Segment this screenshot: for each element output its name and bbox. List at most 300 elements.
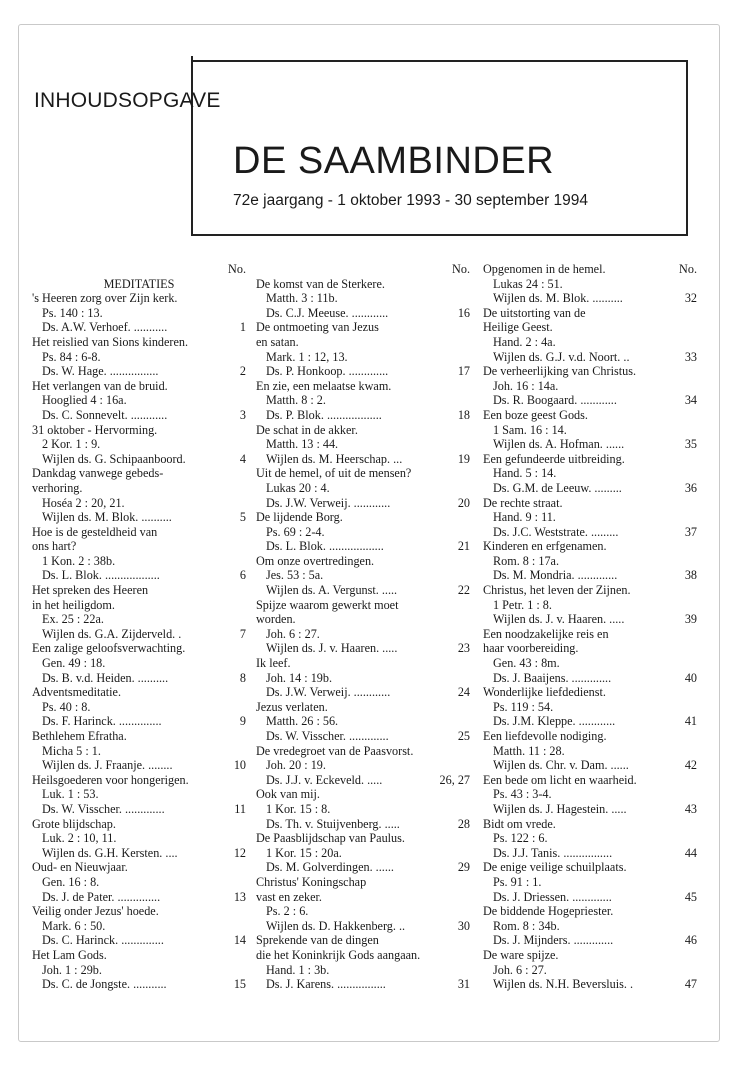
entry-text: Uit de hemel, of uit de mensen? bbox=[256, 466, 412, 481]
toc-entry-reference bbox=[483, 831, 697, 846]
entry-text: Wijlen ds. A. Vergunst. ..... bbox=[266, 583, 398, 598]
toc-entry-title bbox=[483, 583, 697, 598]
toc-entry-title bbox=[483, 860, 697, 875]
toc-entry-reference bbox=[256, 481, 470, 496]
issue-number: 25 bbox=[457, 729, 470, 743]
entry-text: Christus, het leven der Zijnen. bbox=[483, 583, 631, 598]
entry-text: Ps. 84 : 6-8. bbox=[42, 349, 101, 364]
entry-text: De verheerlijking van Christus. bbox=[483, 364, 636, 379]
toc-entry-author-line bbox=[256, 408, 470, 423]
toc-entry-author-line bbox=[256, 919, 470, 934]
toc-entry-title bbox=[32, 904, 246, 919]
toc-entry-title bbox=[256, 277, 470, 292]
toc-entry-author-line bbox=[483, 525, 697, 540]
toc-entry-reference bbox=[483, 700, 697, 715]
toc-entry-reference bbox=[256, 437, 470, 452]
entry-text: Wijlen ds. D. Hakkenberg. .. bbox=[266, 918, 406, 933]
issue-number: 20 bbox=[457, 495, 470, 510]
issue-number: 31 bbox=[457, 977, 470, 992]
issue-number: 44 bbox=[684, 845, 697, 860]
toc-entry-author-line bbox=[483, 393, 697, 408]
toc-entry-reference bbox=[256, 758, 470, 773]
toc-entry-author-line bbox=[483, 933, 697, 948]
entry-text: Lukas 24 : 51. bbox=[493, 276, 563, 291]
toc-entry-title bbox=[32, 423, 246, 438]
entry-text: Wijlen ds. J. Fraanje. ........ bbox=[42, 758, 173, 773]
toc-entry-reference bbox=[483, 919, 697, 934]
entry-text: Ds. M. Golverdingen. ...... bbox=[266, 860, 394, 875]
issue-number: 8 bbox=[239, 670, 246, 685]
toc-entry-author-line bbox=[256, 729, 470, 744]
issue-number: 33 bbox=[684, 349, 697, 364]
toc-entry-title bbox=[256, 335, 470, 350]
entry-text: Ds. J. Baaijens. ............. bbox=[493, 670, 612, 685]
entry-text: Ds. M. Mondria. ............. bbox=[493, 568, 618, 583]
toc-entry-author-line bbox=[483, 612, 697, 627]
entry-text: Rom. 8 : 34b. bbox=[493, 918, 560, 933]
issue-number: 38 bbox=[684, 568, 697, 583]
entry-text: ons hart? bbox=[32, 539, 77, 554]
entry-text: De vredegroet van de Paasvorst. bbox=[256, 743, 414, 758]
toc-entry-reference bbox=[256, 904, 470, 919]
entry-text: Veilig onder Jezus' hoede. bbox=[32, 904, 159, 919]
toc-entry-reference bbox=[32, 306, 246, 321]
entry-text: Luk. 1 : 53. bbox=[42, 787, 99, 802]
column-header bbox=[483, 262, 697, 277]
toc-entry-reference bbox=[32, 700, 246, 715]
entry-text: De lijdende Borg. bbox=[256, 510, 343, 525]
entry-text: Joh. 16 : 14a. bbox=[493, 378, 559, 393]
toc-entry-reference bbox=[256, 291, 470, 306]
issue-number: 28 bbox=[457, 816, 470, 831]
issue-number: 42 bbox=[684, 758, 697, 773]
entry-text: en satan. bbox=[256, 334, 299, 349]
entry-text: Ps. 91 : 1. bbox=[493, 874, 542, 889]
toc-entry-author-line bbox=[256, 773, 470, 788]
entry-text: Ds. J.W. Verweij. ............ bbox=[266, 495, 391, 510]
toc-entry-reference bbox=[32, 612, 246, 627]
toc-entry-reference bbox=[256, 393, 470, 408]
entry-text: Wijlen ds. M. Blok. .......... bbox=[493, 291, 623, 306]
entry-text: Wijlen ds. A. Hofman. ...... bbox=[493, 437, 625, 452]
entry-text: Ps. 2 : 6. bbox=[266, 904, 309, 919]
toc-entry-author-line bbox=[483, 802, 697, 817]
entry-text: Een gefundeerde uitbreiding. bbox=[483, 451, 625, 466]
entry-text: Wijlen ds. G.H. Kersten. .... bbox=[42, 845, 178, 860]
entry-text: De ware spijze. bbox=[483, 947, 559, 962]
entry-text: Wijlen ds. N.H. Beversluis. . bbox=[493, 977, 633, 992]
toc-entry-reference bbox=[483, 335, 697, 350]
toc-entry-title bbox=[32, 817, 246, 832]
toc-entry-title bbox=[256, 466, 470, 481]
toc-entry-author-line bbox=[483, 890, 697, 905]
entry-text: Spijze waarom gewerkt moet bbox=[256, 597, 399, 612]
entry-text: Matth. 8 : 2. bbox=[266, 393, 326, 408]
toc-entry-title bbox=[32, 291, 246, 306]
entry-text: Hand. 1 : 3b. bbox=[266, 962, 330, 977]
toc-entry-title bbox=[256, 933, 470, 948]
toc-entry-reference bbox=[483, 598, 697, 613]
entry-text: Een liefdevolle nodiging. bbox=[483, 729, 607, 743]
toc-column-1 bbox=[32, 262, 246, 992]
entry-text: Adventsmeditatie. bbox=[32, 685, 122, 700]
entry-text: Joh. 14 : 19b. bbox=[266, 670, 333, 685]
toc-column-3 bbox=[483, 262, 697, 992]
issue-number: 22 bbox=[457, 583, 470, 598]
toc-entry-title bbox=[32, 685, 246, 700]
entry-text: Ps. 69 : 2-4. bbox=[266, 524, 325, 539]
entry-text: Een noodzakelijke reis en bbox=[483, 626, 609, 641]
toc-entry-author-line bbox=[256, 306, 470, 321]
entry-text: Ps. 119 : 54. bbox=[493, 699, 554, 714]
issue-number: 11 bbox=[234, 801, 246, 816]
toc-entry-reference bbox=[483, 277, 697, 292]
entry-text: 2 Kor. 1 : 9. bbox=[42, 437, 101, 452]
entry-text: Ds. C. de Jongste. ........... bbox=[42, 977, 167, 992]
entry-text: Gen. 43 : 8m. bbox=[493, 656, 560, 671]
issue-number: 15 bbox=[233, 977, 246, 992]
toc-entry-reference bbox=[483, 466, 697, 481]
entry-text: De biddende Hogepriester. bbox=[483, 904, 614, 919]
toc-entry-title bbox=[256, 831, 470, 846]
toc-entry-author-line bbox=[256, 641, 470, 656]
issue-number: 10 bbox=[233, 758, 246, 773]
issue-number: 40 bbox=[684, 670, 697, 685]
entry-text: verhoring. bbox=[32, 480, 83, 495]
toc-entry-title bbox=[256, 320, 470, 335]
number-column-label: No. bbox=[452, 262, 470, 276]
entry-text: Ds. J. Karens. ................ bbox=[266, 977, 386, 992]
entry-text: Ook van mij. bbox=[256, 787, 320, 802]
toc-entry-reference bbox=[256, 627, 470, 642]
toc-entry-author-line bbox=[32, 890, 246, 905]
entry-text: Hooglied 4 : 16a. bbox=[42, 393, 127, 408]
entry-text: Wonderlijke liefdedienst. bbox=[483, 685, 606, 700]
toc-entry-title bbox=[483, 817, 697, 832]
toc-entry-title bbox=[483, 641, 697, 656]
entry-text: Grote blijdschap. bbox=[32, 816, 116, 831]
entry-text: Ds. W. Visscher. ............. bbox=[266, 729, 389, 743]
entry-text: Wijlen ds. J. v. Haaren. ..... bbox=[266, 641, 398, 656]
issue-number: 21 bbox=[457, 539, 470, 554]
toc-entry-reference bbox=[256, 802, 470, 817]
toc-entry-author-line bbox=[256, 364, 470, 379]
entry-text: Ds. A.W. Verhoef. ........... bbox=[42, 320, 168, 335]
entry-text: Ps. 40 : 8. bbox=[42, 699, 91, 714]
entry-text: Kinderen en erfgenamen. bbox=[483, 539, 607, 554]
toc-entry-reference bbox=[32, 919, 246, 934]
toc-entry-title bbox=[32, 466, 246, 481]
entry-text: Ds. Th. v. Stuijvenberg. ..... bbox=[266, 816, 400, 831]
entry-text: vast en zeker. bbox=[256, 889, 322, 904]
toc-entry-title bbox=[483, 320, 697, 335]
entry-text: Ds. J. Mijnders. ............. bbox=[493, 933, 614, 948]
entry-text: Ds. J.M. Kleppe. ............ bbox=[493, 714, 616, 729]
toc-entry-title bbox=[483, 539, 697, 554]
toc-entry-title bbox=[32, 335, 246, 350]
toc-entry-reference bbox=[483, 379, 697, 394]
toc-entry-title bbox=[32, 860, 246, 875]
entry-text: De uitstorting van de bbox=[483, 305, 586, 320]
issue-number: 9 bbox=[239, 714, 246, 729]
toc-entry-author-line bbox=[256, 860, 470, 875]
entry-text: Ds. J.W. Verweij. ............ bbox=[266, 685, 391, 700]
toc-entry-title bbox=[256, 744, 470, 759]
entry-text: Ds. W. Hage. ................ bbox=[42, 364, 159, 379]
issue-number: 36 bbox=[684, 480, 697, 495]
toc-entry-title bbox=[32, 948, 246, 963]
entry-text: De rechte straat. bbox=[483, 495, 563, 510]
entry-text: 31 oktober - Hervorming. bbox=[32, 422, 158, 437]
toc-entry-reference bbox=[256, 714, 470, 729]
entry-text: Gen. 16 : 8. bbox=[42, 874, 100, 889]
toc-entry-title bbox=[256, 700, 470, 715]
entry-text: Het Lam Gods. bbox=[32, 947, 107, 962]
toc-entry-title bbox=[256, 598, 470, 613]
toc-entry-author-line bbox=[256, 583, 470, 598]
toc-entry-title bbox=[483, 729, 697, 744]
entry-text: Luk. 2 : 10, 11. bbox=[42, 831, 117, 846]
entry-text: Wijlen ds. J. Hagestein. ..... bbox=[493, 801, 627, 816]
entry-text: Christus' Koningschap bbox=[256, 874, 367, 889]
toc-entry-title bbox=[483, 496, 697, 511]
toc-entry-reference bbox=[483, 510, 697, 525]
issue-number: 26, 27 bbox=[439, 772, 470, 787]
toc-entry-author-line bbox=[483, 846, 697, 861]
toc-entry-author-line bbox=[32, 933, 246, 948]
number-column-label: No. bbox=[228, 262, 246, 276]
entry-text: Het reislied van Sions kinderen. bbox=[32, 334, 189, 349]
issue-number: 39 bbox=[684, 612, 697, 627]
entry-text: Matth. 11 : 28. bbox=[493, 743, 565, 758]
column-header bbox=[256, 262, 470, 277]
column-header bbox=[32, 262, 246, 277]
entry-text: Micha 5 : 1. bbox=[42, 743, 101, 758]
toc-entry-reference bbox=[483, 656, 697, 671]
toc-entry-reference bbox=[32, 787, 246, 802]
toc-entry-title: Opgenomen in de hemel. bbox=[483, 262, 606, 276]
toc-entry-title bbox=[256, 510, 470, 525]
entry-text: De Paasblijdschap van Paulus. bbox=[256, 831, 405, 846]
entry-text: Rom. 8 : 17a. bbox=[493, 553, 560, 568]
entry-text: En zie, een melaatse kwam. bbox=[256, 378, 392, 393]
issue-number: 4 bbox=[239, 451, 246, 466]
entry-text: Ds. J. de Pater. .............. bbox=[42, 889, 161, 904]
entry-text: Bethlehem Efratha. bbox=[32, 729, 127, 743]
entry-text: Wijlen ds. G.J. v.d. Noort. .. bbox=[493, 349, 630, 364]
issue-number: 30 bbox=[457, 918, 470, 933]
toc-entry-title bbox=[483, 773, 697, 788]
toc-entry-author-line bbox=[483, 977, 697, 992]
toc-entry-title bbox=[256, 656, 470, 671]
entry-text: Mark. 6 : 50. bbox=[42, 918, 106, 933]
toc-entry-author-line bbox=[483, 758, 697, 773]
toc-entry-author-line bbox=[32, 977, 246, 992]
toc-entry-author-line bbox=[32, 714, 246, 729]
entry-text: Lukas 20 : 4. bbox=[266, 480, 330, 495]
entry-text: Jezus verlaten. bbox=[256, 699, 328, 714]
toc-entry-reference bbox=[32, 831, 246, 846]
issue-number: 47 bbox=[684, 977, 697, 992]
entry-text: Hand. 5 : 14. bbox=[493, 466, 557, 481]
toc-entry-reference bbox=[483, 963, 697, 978]
issue-number: 7 bbox=[239, 626, 246, 641]
toc-entry-title bbox=[32, 583, 246, 598]
entry-text: Ds. P. Honkoop. ............. bbox=[266, 364, 389, 379]
toc-entry-reference bbox=[32, 350, 246, 365]
entry-text: De komst van de Sterkere. bbox=[256, 276, 385, 291]
issue-number: 41 bbox=[684, 714, 697, 729]
toc-entry-reference bbox=[256, 525, 470, 540]
toc-entry-title bbox=[256, 948, 470, 963]
toc-entry-reference bbox=[32, 875, 246, 890]
toc-entry-title bbox=[483, 452, 697, 467]
entry-text: MEDITATIES bbox=[103, 276, 175, 291]
entry-text: De schat in de akker. bbox=[256, 422, 358, 437]
toc-entry-title bbox=[256, 875, 470, 890]
entry-text: Wijlen ds. Chr. v. Dam. ...... bbox=[493, 758, 629, 773]
entry-text: Ds. F. Harinck. .............. bbox=[42, 714, 162, 729]
entry-text: Ds. L. Blok. .................. bbox=[266, 539, 384, 554]
section-heading: INHOUDSOPGAVE bbox=[34, 89, 221, 112]
entry-text: Een bede om licht en waarheid. bbox=[483, 772, 637, 787]
issue-number: 32 bbox=[684, 291, 697, 306]
toc-column-2 bbox=[256, 262, 470, 992]
entry-text: Wijlen ds. M. Blok. .......... bbox=[42, 510, 172, 525]
toc-entry-author-line bbox=[32, 510, 246, 525]
entry-text: 1 Kor. 15 : 20a. bbox=[266, 845, 342, 860]
toc-entry-reference bbox=[32, 744, 246, 759]
section-label bbox=[32, 277, 246, 292]
toc-entry-author-line bbox=[256, 685, 470, 700]
issue-number: 19 bbox=[457, 451, 470, 466]
toc-entry-reference bbox=[256, 963, 470, 978]
toc-entry-title bbox=[483, 408, 697, 423]
toc-entry-reference bbox=[32, 496, 246, 511]
issue-number: 5 bbox=[239, 510, 246, 525]
number-column-label: No. bbox=[679, 262, 697, 276]
toc-entry-author-line bbox=[256, 539, 470, 554]
issue-number: 34 bbox=[684, 393, 697, 408]
entry-text: Ds. L. Blok. .................. bbox=[42, 568, 160, 583]
entry-text: Ds. J. Driessen. ............. bbox=[493, 889, 612, 904]
issue-number: 37 bbox=[684, 524, 697, 539]
entry-text: Ds. R. Boogaard. ............ bbox=[493, 393, 617, 408]
toc-entry-title bbox=[483, 948, 697, 963]
toc-entry-title bbox=[32, 598, 246, 613]
entry-text: De ontmoeting van Jezus bbox=[256, 320, 379, 335]
toc-entry-author-line bbox=[32, 802, 246, 817]
issue-number: 18 bbox=[457, 407, 470, 422]
toc-entry-title bbox=[483, 364, 697, 379]
issue-number: 2 bbox=[239, 364, 246, 379]
entry-text: Ds. J.C. Weststrate. ......... bbox=[493, 524, 619, 539]
entry-text: 's Heeren zorg over Zijn kerk. bbox=[32, 291, 178, 306]
issue-number: 12 bbox=[233, 845, 246, 860]
entry-text: Wijlen ds. G.A. Zijderveld. . bbox=[42, 626, 182, 641]
entry-text: Ds. B. v.d. Heiden. .......... bbox=[42, 670, 169, 685]
toc-entry-title bbox=[32, 729, 246, 744]
toc-entry-reference bbox=[32, 554, 246, 569]
toc-entry-reference bbox=[483, 423, 697, 438]
toc-entry-author-line bbox=[32, 452, 246, 467]
entry-text: Het spreken des Heeren bbox=[32, 583, 149, 598]
entry-text: Ik leef. bbox=[256, 656, 291, 671]
entry-text: Ds. J.J. v. Eckeveld. ..... bbox=[266, 772, 383, 787]
toc-entry-author-line bbox=[32, 568, 246, 583]
entry-text: Hoséa 2 : 20, 21. bbox=[42, 495, 125, 510]
entry-text: haar voorbereiding. bbox=[483, 641, 579, 656]
toc-entry-author-line bbox=[256, 496, 470, 511]
toc-entry-author-line bbox=[256, 977, 470, 992]
entry-text: Hand. 2 : 4a. bbox=[493, 334, 556, 349]
issue-number: 24 bbox=[457, 685, 470, 700]
issue-number: 43 bbox=[684, 801, 697, 816]
toc-entry-author-line bbox=[32, 364, 246, 379]
volume-subtitle: 72e jaargang - 1 oktober 1993 - 30 september 1994 bbox=[233, 192, 589, 209]
entry-text: Wijlen ds. M. Heerschap. ... bbox=[266, 451, 403, 466]
entry-text: Een zalige geloofsverwachting. bbox=[32, 641, 186, 656]
toc-entry-reference bbox=[483, 875, 697, 890]
entry-text: Ps. 140 : 13. bbox=[42, 305, 103, 320]
entry-text: Oud- en Nieuwjaar. bbox=[32, 860, 128, 875]
entry-text: Om onze overtredingen. bbox=[256, 553, 375, 568]
entry-text: 1 Kor. 15 : 8. bbox=[266, 801, 331, 816]
entry-text: Een boze geest Gods. bbox=[483, 407, 588, 422]
toc-entry-author-line bbox=[483, 481, 697, 496]
toc-entry-author-line bbox=[483, 714, 697, 729]
toc-entry-author-line bbox=[32, 408, 246, 423]
entry-text: Ds. C.J. Meeuse. ............ bbox=[266, 305, 389, 320]
entry-text: Ds. G.M. de Leeuw. ......... bbox=[493, 480, 622, 495]
entry-text: die het Koninkrijk Gods aangaan. bbox=[256, 947, 421, 962]
entry-text: Heilsgoederen voor hongerigen. bbox=[32, 772, 189, 787]
entry-text: Hand. 9 : 11. bbox=[493, 510, 556, 525]
entry-text: Ds. J.J. Tanis. ................ bbox=[493, 845, 613, 860]
entry-text: Bidt om vrede. bbox=[483, 816, 556, 831]
toc-entry-title bbox=[32, 379, 246, 394]
issue-number: 13 bbox=[233, 889, 246, 904]
entry-text: Ds. W. Visscher. ............. bbox=[42, 801, 165, 816]
entry-text: 1 Sam. 16 : 14. bbox=[493, 422, 567, 437]
entry-text: in het heiligdom. bbox=[32, 597, 115, 612]
entry-text: Ps. 43 : 3-4. bbox=[493, 787, 552, 802]
toc-entry-title bbox=[256, 890, 470, 905]
entry-text: Ds. P. Blok. .................. bbox=[266, 407, 382, 422]
issue-number: 45 bbox=[684, 889, 697, 904]
entry-text: Matth. 13 : 44. bbox=[266, 437, 339, 452]
toc-entry-title bbox=[32, 539, 246, 554]
issue-number: 16 bbox=[457, 305, 470, 320]
entry-text: 1 Petr. 1 : 8. bbox=[493, 597, 552, 612]
entry-text: Joh. 6 : 27. bbox=[493, 962, 547, 977]
issue-number: 6 bbox=[239, 568, 246, 583]
toc-entry-reference bbox=[256, 671, 470, 686]
entry-text: Jes. 53 : 5a. bbox=[266, 568, 324, 583]
toc-entry-reference bbox=[483, 787, 697, 802]
toc-entry-title bbox=[483, 627, 697, 642]
toc-entry-reference bbox=[32, 393, 246, 408]
toc-entry-reference bbox=[483, 554, 697, 569]
toc-entry-title bbox=[32, 773, 246, 788]
entry-text: Matth. 3 : 11b. bbox=[266, 291, 338, 306]
entry-text: worden. bbox=[256, 612, 296, 627]
toc-entry-author-line bbox=[483, 568, 697, 583]
toc-entry-reference bbox=[483, 744, 697, 759]
issue-number: 46 bbox=[684, 933, 697, 948]
toc-entry-title bbox=[256, 612, 470, 627]
toc-entry-author-line bbox=[483, 350, 697, 365]
